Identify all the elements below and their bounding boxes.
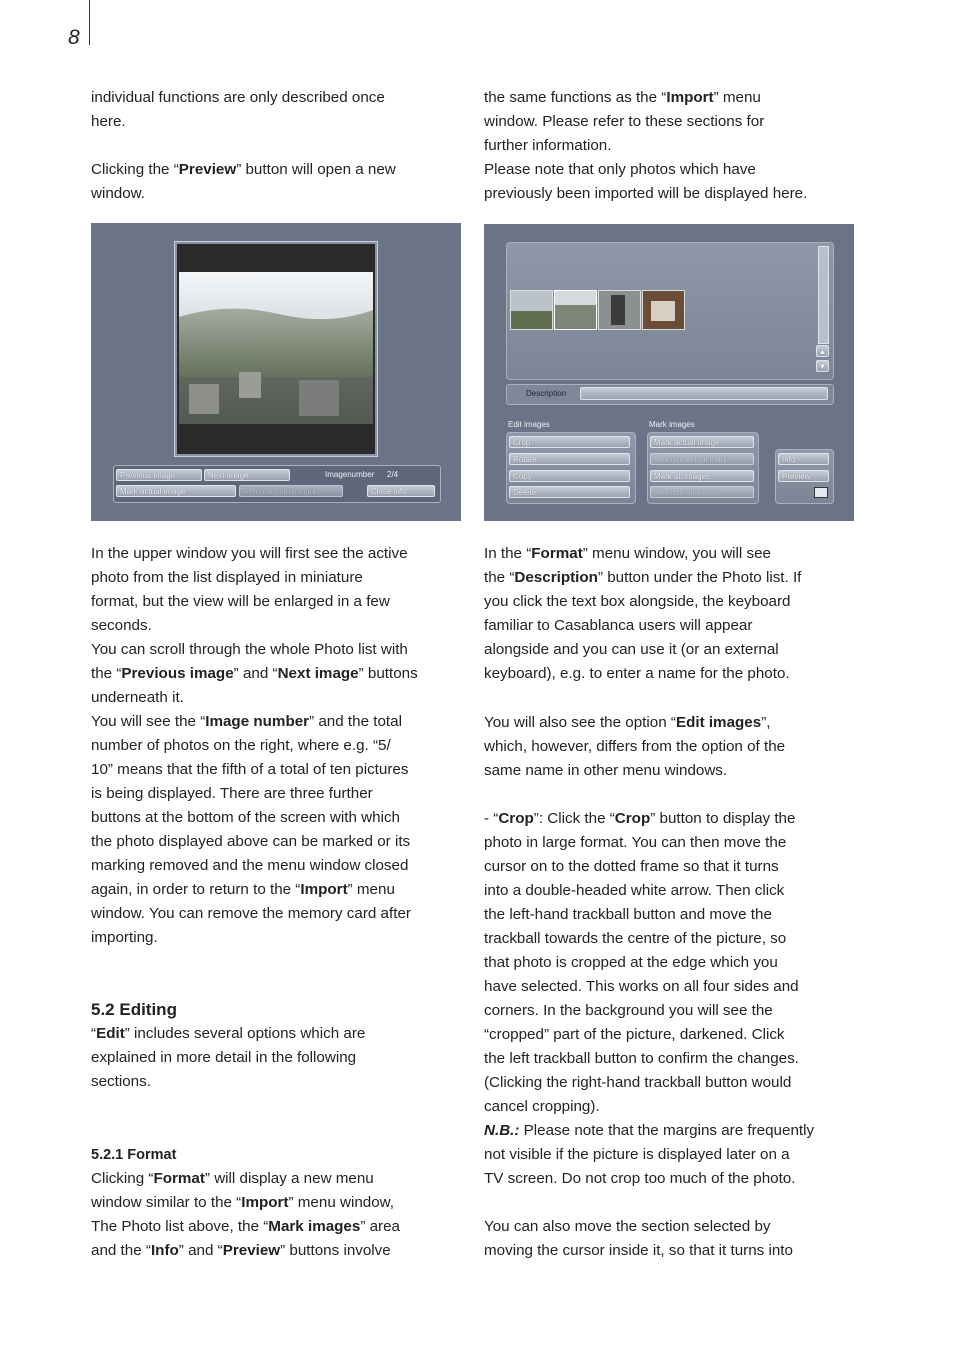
photo-thumbnail[interactable] <box>642 290 685 330</box>
text-line: explained in more detail in the following <box>91 1049 357 1066</box>
remove-all-marks-button[interactable]: Remove all marks <box>650 486 754 498</box>
text-line: here. <box>91 113 126 130</box>
text-line: the “Previous image” and “Next image” buttons <box>91 665 418 682</box>
text-line: again, in order to return to the “Import” menu <box>91 881 395 898</box>
text-line: window similar to the “Import” menu window, <box>91 1194 395 1211</box>
text-line: window. Please refer to these sections for <box>484 113 765 130</box>
text-line: which, however, differs from the option of the <box>484 738 786 755</box>
text-line: the left-hand trackball button and move the <box>484 906 772 923</box>
text-line: Clicking “Format” will display a new menu <box>91 1170 374 1187</box>
text-line: You can also move the section selected by <box>484 1218 771 1235</box>
scrollbar-track[interactable] <box>818 246 829 344</box>
text-line: and the “Info” and “Preview” buttons involve <box>91 1242 391 1259</box>
next-image-button[interactable]: Next image <box>204 469 290 481</box>
format-window-screenshot <box>484 224 854 521</box>
preview-frame <box>174 241 378 457</box>
text-line: photo from the list displayed in miniature <box>91 569 363 586</box>
remove-actual-mark-button[interactable]: Remove actual mark <box>239 485 343 497</box>
text-line: not visible if the picture is displayed later on a <box>484 1146 790 1163</box>
text-line: The Photo list above, the “Mark images” area <box>91 1218 400 1235</box>
text-line: “cropped” part of the picture, darkened. Click <box>484 1026 785 1043</box>
text-line: familiar to Casablanca users will appear <box>484 617 753 634</box>
mark-images-label: Mark images <box>649 420 695 429</box>
text-line: (Clicking the right-hand trackball button would <box>484 1074 792 1091</box>
scroll-up-icon[interactable]: ▲ <box>816 345 829 357</box>
text-line: window. You can remove the memory card after <box>91 905 411 922</box>
text-line: format, but the view will be enlarged in a few <box>91 593 390 610</box>
text-line: cancel cropping). <box>484 1098 600 1115</box>
text-line: alongside and you can use it (or an external <box>484 641 779 658</box>
city-photo <box>179 272 373 424</box>
close-info-button[interactable]: Close info <box>367 485 435 497</box>
text-line: further information. <box>484 137 612 154</box>
text-line: You can scroll through the whole Photo list with <box>91 641 408 658</box>
text-line: that photo is cropped at the edge which you <box>484 954 778 971</box>
left-intro <box>91 86 463 206</box>
delete-button[interactable]: Delete <box>509 486 630 498</box>
text-line: photo in large format. You can then move the <box>484 834 787 851</box>
copy-button[interactable]: Copy <box>509 470 630 482</box>
text-line: In the upper window you will first see the active <box>91 545 408 562</box>
text-line: seconds. <box>91 617 152 634</box>
text-line: number of photos on the right, where e.g. “5/ <box>91 737 391 754</box>
text-line: is being displayed. There are three further <box>91 785 373 802</box>
text-line: N.B.: Please note that the margins are frequently <box>484 1122 815 1139</box>
subsection-heading: 5.2.1 Format <box>91 1147 177 1163</box>
description-input[interactable] <box>580 387 828 400</box>
text-line: trackball towards the centre of the picture, so <box>484 930 787 947</box>
text-line: importing. <box>91 929 158 946</box>
text-line: the photo displayed above can be marked or its <box>91 833 411 850</box>
text-line: corners. In the background you will see the <box>484 1002 773 1019</box>
preview-button[interactable]: Preview <box>778 470 829 482</box>
mark-all-images-button[interactable]: Mark all images <box>650 470 754 482</box>
text-line: underneath it. <box>91 689 184 706</box>
remove-actual-mark-button[interactable]: Remove actual mark <box>650 453 754 465</box>
text-line: individual functions are only described once <box>91 89 385 106</box>
editing-section <box>91 998 466 1094</box>
right-intro <box>484 86 864 206</box>
edit-images-label: Edit images <box>508 420 550 429</box>
text-line: window. <box>91 185 146 202</box>
mark-actual-image-button[interactable]: Mark actual image <box>116 485 236 497</box>
info-button[interactable]: Info <box>778 453 829 465</box>
text-line: TV screen. Do not crop too much of the photo. <box>484 1170 796 1187</box>
photo-thumbnail[interactable] <box>510 290 553 330</box>
text-line: You will also see the option “Edit images”, <box>484 714 771 731</box>
text-line: previously been imported will be displayed here. <box>484 185 808 202</box>
text-line: sections. <box>91 1073 151 1090</box>
preview-window-screenshot <box>91 223 461 521</box>
photo-thumbnail[interactable] <box>598 290 641 330</box>
text-line: keyboard), e.g. to enter a name for the photo. <box>484 665 790 682</box>
right-body <box>484 542 864 1263</box>
format-section <box>91 1143 466 1263</box>
text-line: 10” means that the fifth of a total of ten pictures <box>91 761 409 778</box>
text-line: In the “Format” menu window, you will see <box>484 545 772 562</box>
text-line: into a double-headed white arrow. Then click <box>484 882 785 899</box>
image-number-value: 2/4 <box>387 470 399 479</box>
rotate-button[interactable]: Rotate <box>509 453 630 465</box>
left-body <box>91 542 466 950</box>
text-line: the same functions as the “Import” menu <box>484 89 761 106</box>
grid-view-icon[interactable] <box>814 487 828 498</box>
previous-image-button[interactable]: Previous image <box>116 469 202 481</box>
text-line: have selected. This works on all four sides and <box>484 978 799 995</box>
text-line: same name in other menu windows. <box>484 762 728 779</box>
section-heading: 5.2 Editing <box>91 1000 177 1019</box>
text-line: marking removed and the menu window closed <box>91 857 409 874</box>
crop-button[interactable]: Crop <box>509 436 630 448</box>
text-line: the left trackball button to confirm the changes. <box>484 1050 799 1067</box>
text-line: Please note that only photos which have <box>484 161 756 178</box>
text-line: moving the cursor inside it, so that it turns into <box>484 1242 793 1259</box>
text-line: cursor on to the dotted frame so that it turns <box>484 858 779 875</box>
page-number: 8 <box>68 26 80 49</box>
mark-actual-image-button[interactable]: Mark actual image <box>650 436 754 448</box>
text-line: buttons at the bottom of the screen with which <box>91 809 400 826</box>
text-line: you click the text box alongside, the keyboard <box>484 593 791 610</box>
text-line: You will see the “Image number” and the total <box>91 713 402 730</box>
text-line: - “Crop”: Click the “Crop” button to display the <box>484 810 796 827</box>
text-line: “Edit” includes several options which are <box>91 1025 366 1042</box>
text-line: Clicking the “Preview” button will open a new <box>91 161 396 178</box>
text-line: the “Description” button under the Photo list. If <box>484 569 802 586</box>
image-number-label: Imagenumber <box>325 470 375 479</box>
photo-thumbnail[interactable] <box>554 290 597 330</box>
description-label: Description <box>526 389 567 398</box>
header-rule <box>89 0 90 45</box>
scroll-down-icon[interactable]: ▼ <box>816 360 829 372</box>
